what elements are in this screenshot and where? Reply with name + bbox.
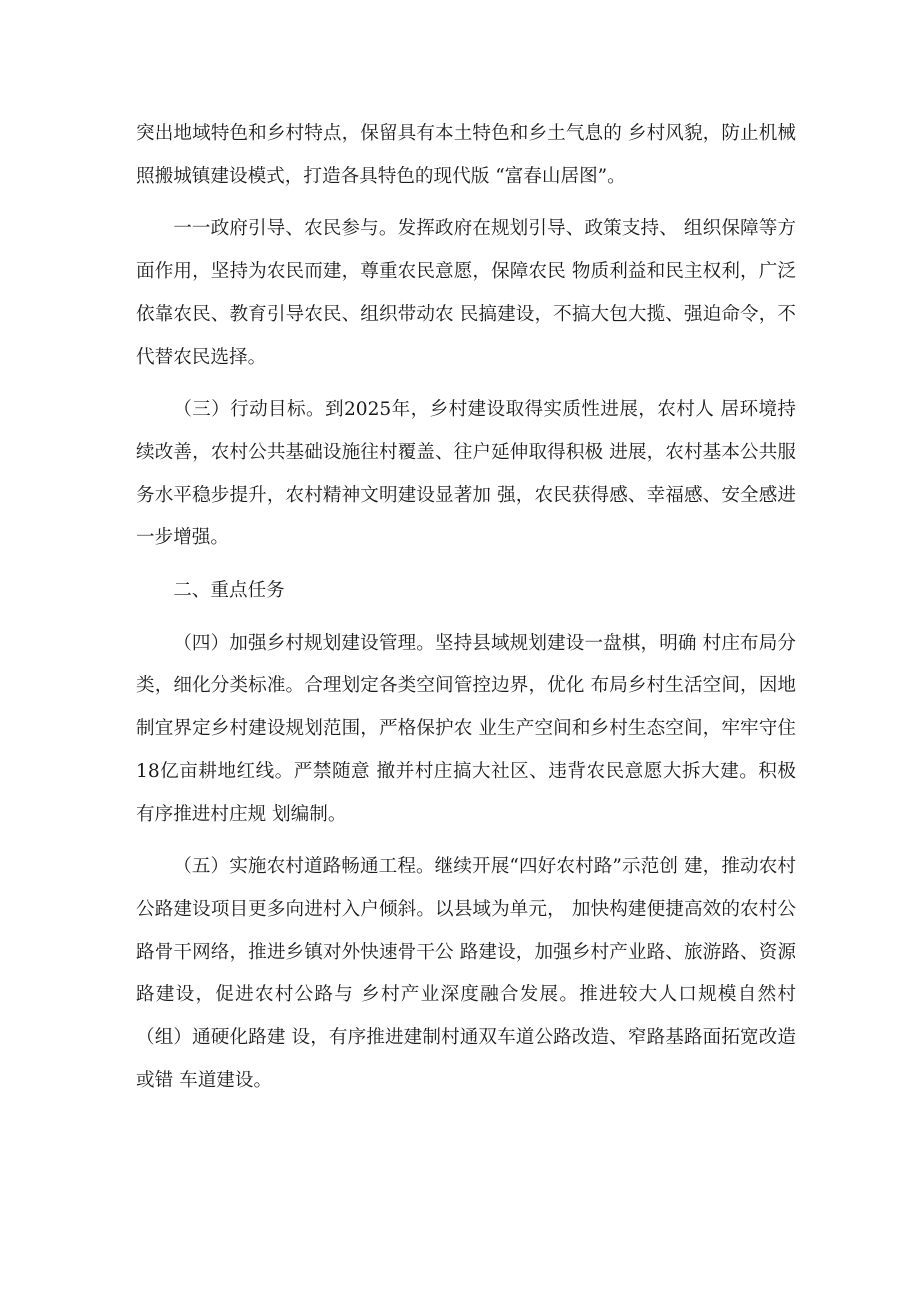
paragraph-action-goals: （三）行动目标。到2025年，乡村建设取得实质性进展，农村人 居环境持续改善，农村公共基础设施往村覆盖、往户延伸取得积极 进展，农村基本公共服务水平稳步提升，农村精神文明建设显著加 强，农民获得感、幸福感、安全感进一步增强。	[136, 399, 796, 549]
paragraph-government-guidance: 一一政府引导、农民参与。发挥政府在规划引导、政策支持、 组织保障等方面作用，坚持为农民而建，尊重农民意愿，保障农民 物质利益和民主权利，广泛依靠农民、教育引导农民、组织带动农 民搞建设，不搞大包大揽、强迫命令，不代替农民选择。	[136, 218, 796, 368]
paragraph-planning-management: （四）加强乡村规划建设管理。坚持县域规划建设一盘棋，明确 村庄布局分类，细化分类标准。合理划定各类空间管控边界，优化 布局乡村生活空间，因地制宜界定乡村建设规划范围，严格保护农 业生产空间和乡村生态空间，牢牢守住18亿亩耕地红线。严禁随意 撤并村庄搞大社区、违背农民意愿大拆大建。积极有序推进村庄规 划编制。	[136, 632, 796, 825]
paragraph-rural-features: 突出地域特色和乡村特点，保留具有本土特色和乡土气息的 乡村风貌，防止机械照搬城镇建设模式，打造各具特色的现代版 “富春山居图”。	[136, 123, 796, 187]
document-body	[136, 113, 796, 1112]
section-heading-key-tasks: 二、重点任务	[173, 580, 285, 602]
paragraph-road-project: （五）实施农村道路畅通工程。继续开展“四好农村路”示范创 建，推动农村公路建设项目更多向进村入户倾斜。以县域为单元， 加快构建便捷高效的农村公路骨干网络，推进乡镇对外快速骨干公 路建设，加强乡村产业路、旅游路、资源路建设，促进农村公路与 乡村产业深度融合发展。推进较大人口规模自然村（组）通硬化路建 设，有序推进建制村通双车道公路改造、窄路基路面拓宽改造或错 车道建设。	[136, 856, 796, 1091]
